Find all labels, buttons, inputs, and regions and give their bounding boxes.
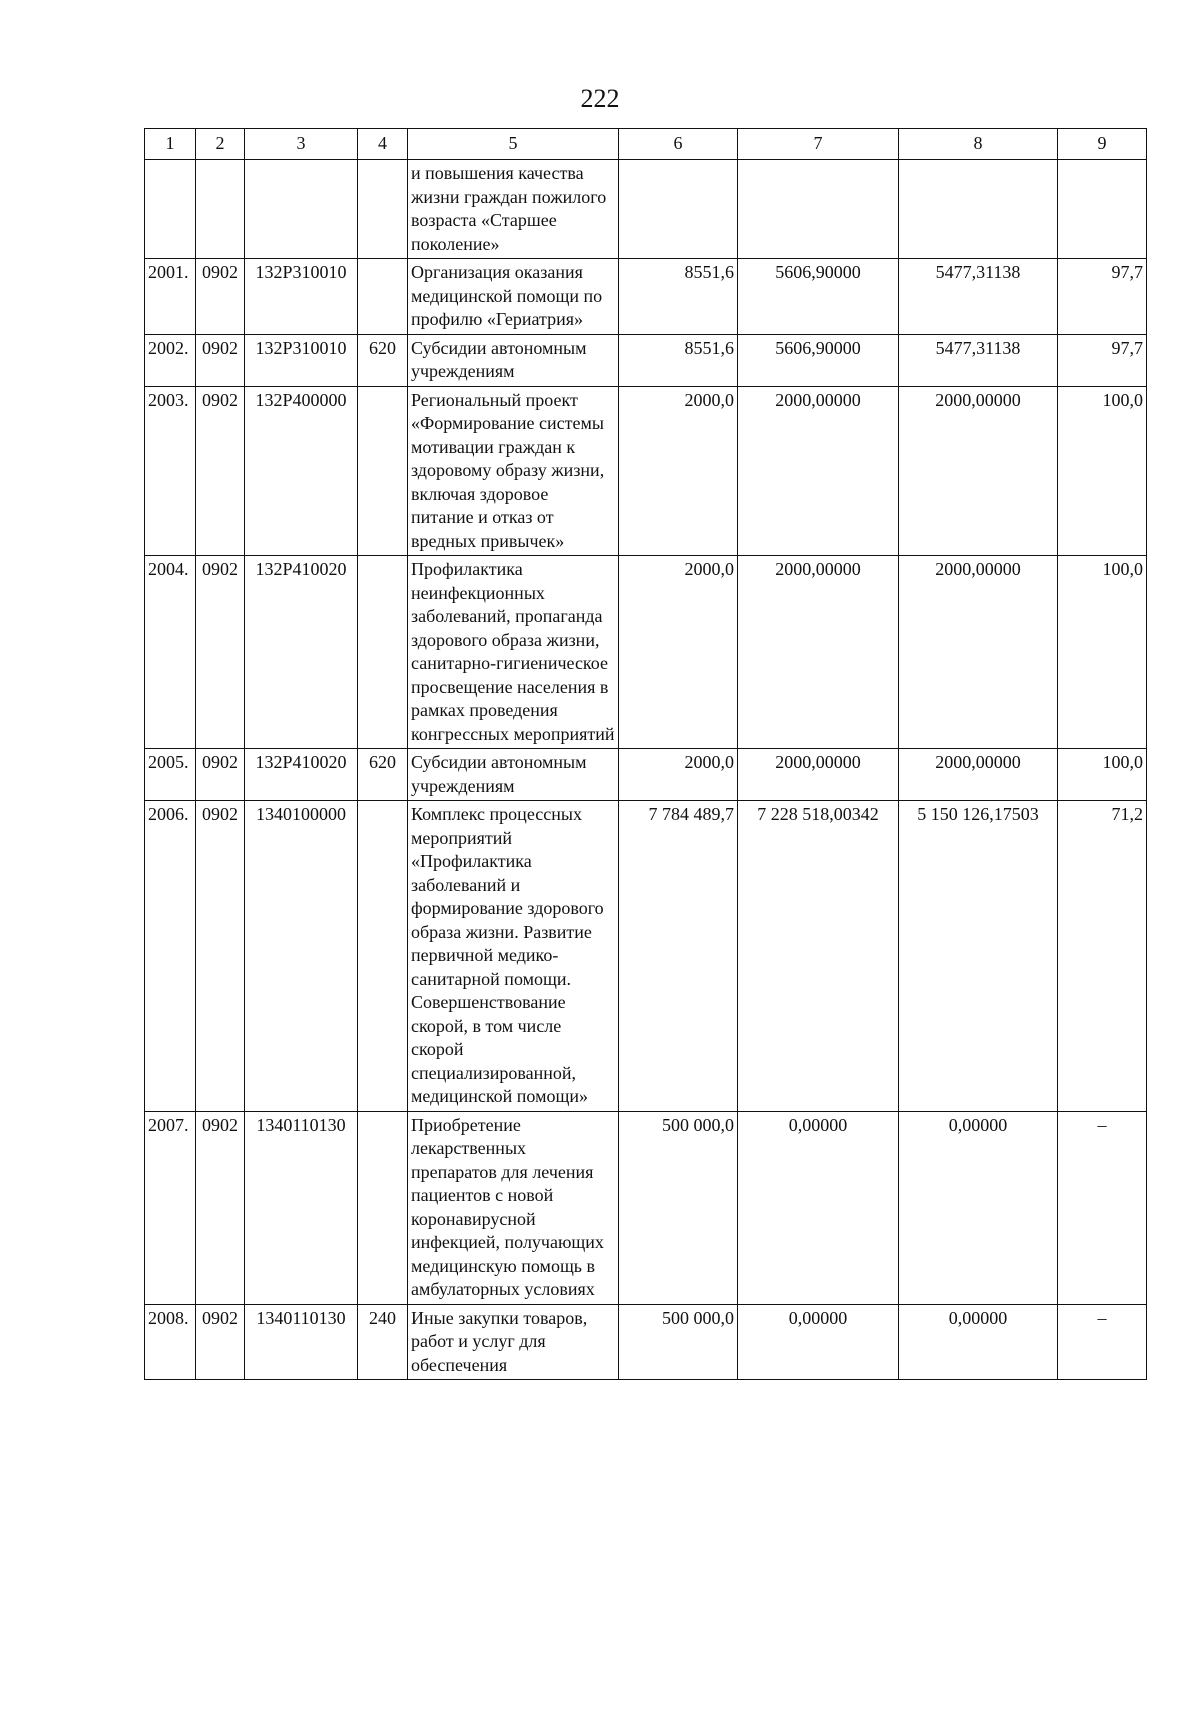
expense-type-cell bbox=[358, 556, 408, 749]
column-header: 2 bbox=[196, 129, 245, 160]
percent-cell: 97,7 bbox=[1058, 334, 1147, 386]
table-row bbox=[145, 160, 1147, 259]
description-cell: Субсидии автономным учреждениям bbox=[408, 334, 619, 386]
row-number-cell: 2004. bbox=[145, 556, 196, 749]
table-row bbox=[145, 334, 1147, 386]
planned-amount-cell: 8551,6 bbox=[619, 259, 738, 335]
column-header: 5 bbox=[408, 129, 619, 160]
row-number-cell: 2001. bbox=[145, 259, 196, 335]
description-cell: и повышения качества жизни граждан пожилого возраста «Старшее поколение» bbox=[408, 160, 619, 259]
target-code-cell: 132P400000 bbox=[245, 386, 358, 556]
column-header: 6 bbox=[619, 129, 738, 160]
section-code-cell: 0902 bbox=[196, 334, 245, 386]
planned-amount-cell bbox=[619, 160, 738, 259]
planned-amount-cell: 500 000,0 bbox=[619, 1304, 738, 1380]
section-code-cell bbox=[196, 160, 245, 259]
target-code-cell: 132P310010 bbox=[245, 259, 358, 335]
planned-amount-cell: 7 784 489,7 bbox=[619, 801, 738, 1112]
target-code-cell: 132P310010 bbox=[245, 334, 358, 386]
refined-amount-cell bbox=[738, 160, 899, 259]
percent-cell bbox=[1058, 160, 1147, 259]
target-code-cell: 1340110130 bbox=[245, 1111, 358, 1304]
row-number-cell: 2005. bbox=[145, 749, 196, 801]
section-code-cell: 0902 bbox=[196, 259, 245, 335]
planned-amount-cell: 2000,0 bbox=[619, 386, 738, 556]
description-cell: Организация оказания медицинской помощи по профилю «Гериатрия» bbox=[408, 259, 619, 335]
planned-amount-cell: 8551,6 bbox=[619, 334, 738, 386]
executed-amount-cell: 5477,31138 bbox=[899, 334, 1058, 386]
column-header: 4 bbox=[358, 129, 408, 160]
table-header-row bbox=[145, 129, 1147, 160]
description-cell: Профилактика неинфекционных заболеваний, пропаганда здорового образа жизни, санитарно-гигиеническое просвещение населения в рамках проведения конгрессных мероприятий bbox=[408, 556, 619, 749]
row-number-cell: 2007. bbox=[145, 1111, 196, 1304]
section-code-cell: 0902 bbox=[196, 1111, 245, 1304]
executed-amount-cell bbox=[899, 160, 1058, 259]
executed-amount-cell: 2000,00000 bbox=[899, 386, 1058, 556]
section-code-cell: 0902 bbox=[196, 1304, 245, 1380]
planned-amount-cell: 2000,0 bbox=[619, 556, 738, 749]
column-header: 3 bbox=[245, 129, 358, 160]
target-code-cell: 1340110130 bbox=[245, 1304, 358, 1380]
table-row bbox=[145, 259, 1147, 335]
target-code-cell bbox=[245, 160, 358, 259]
executed-amount-cell: 0,00000 bbox=[899, 1304, 1058, 1380]
expense-type-cell bbox=[358, 160, 408, 259]
description-cell: Иные закупки товаров, работ и услуг для обеспечения bbox=[408, 1304, 619, 1380]
percent-cell: 97,7 bbox=[1058, 259, 1147, 335]
planned-amount-cell: 2000,0 bbox=[619, 749, 738, 801]
executed-amount-cell: 2000,00000 bbox=[899, 749, 1058, 801]
table-row bbox=[145, 556, 1147, 749]
refined-amount-cell: 7 228 518,00342 bbox=[738, 801, 899, 1112]
budget-table bbox=[144, 128, 1147, 1380]
percent-cell: 71,2 bbox=[1058, 801, 1147, 1112]
target-code-cell: 132P410020 bbox=[245, 749, 358, 801]
refined-amount-cell: 0,00000 bbox=[738, 1111, 899, 1304]
description-cell: Комплекс процессных мероприятий «Профилактика заболеваний и формирование здорового образа жизни. Развитие первичной медико-санитарной помощи. Совершенствование скорой, в том числе скорой специализированной, медицинской помощи» bbox=[408, 801, 619, 1112]
table-row bbox=[145, 749, 1147, 801]
table-row bbox=[145, 1111, 1147, 1304]
description-cell: Региональный проект «Формирование системы мотивации граждан к здоровому образу жизни, включая здоровое питание и отказ от вредных привычек» bbox=[408, 386, 619, 556]
description-cell: Субсидии автономным учреждениям bbox=[408, 749, 619, 801]
planned-amount-cell: 500 000,0 bbox=[619, 1111, 738, 1304]
row-number-cell: 2006. bbox=[145, 801, 196, 1112]
executed-amount-cell: 5 150 126,17503 bbox=[899, 801, 1058, 1112]
column-header: 1 bbox=[145, 129, 196, 160]
table-row bbox=[145, 386, 1147, 556]
section-code-cell: 0902 bbox=[196, 801, 245, 1112]
expense-type-cell: 240 bbox=[358, 1304, 408, 1380]
percent-cell: – bbox=[1058, 1111, 1147, 1304]
percent-cell: 100,0 bbox=[1058, 386, 1147, 556]
refined-amount-cell: 5606,90000 bbox=[738, 334, 899, 386]
expense-type-cell bbox=[358, 801, 408, 1112]
target-code-cell: 1340100000 bbox=[245, 801, 358, 1112]
page-number: 222 bbox=[580, 84, 620, 113]
percent-cell: 100,0 bbox=[1058, 749, 1147, 801]
section-code-cell: 0902 bbox=[196, 556, 245, 749]
column-header: 7 bbox=[738, 129, 899, 160]
target-code-cell: 132P410020 bbox=[245, 556, 358, 749]
expense-type-cell bbox=[358, 1111, 408, 1304]
percent-cell: 100,0 bbox=[1058, 556, 1147, 749]
executed-amount-cell: 5477,31138 bbox=[899, 259, 1058, 335]
section-code-cell: 0902 bbox=[196, 749, 245, 801]
row-number-cell: 2003. bbox=[145, 386, 196, 556]
expense-type-cell: 620 bbox=[358, 749, 408, 801]
expense-type-cell bbox=[358, 386, 408, 556]
percent-cell: – bbox=[1058, 1304, 1147, 1380]
refined-amount-cell: 2000,00000 bbox=[738, 556, 899, 749]
refined-amount-cell: 2000,00000 bbox=[738, 749, 899, 801]
description-cell: Приобретение лекарственных препаратов для лечения пациентов с новой коронавирусной инфекцией, получающих медицинскую помощь в амбулаторных условиях bbox=[408, 1111, 619, 1304]
refined-amount-cell: 5606,90000 bbox=[738, 259, 899, 335]
executed-amount-cell: 2000,00000 bbox=[899, 556, 1058, 749]
row-number-cell bbox=[145, 160, 196, 259]
table-row bbox=[145, 1304, 1147, 1380]
refined-amount-cell: 0,00000 bbox=[738, 1304, 899, 1380]
expense-type-cell bbox=[358, 259, 408, 335]
column-header: 8 bbox=[899, 129, 1058, 160]
column-header: 9 bbox=[1058, 129, 1147, 160]
executed-amount-cell: 0,00000 bbox=[899, 1111, 1058, 1304]
section-code-cell: 0902 bbox=[196, 386, 245, 556]
refined-amount-cell: 2000,00000 bbox=[738, 386, 899, 556]
table-row bbox=[145, 801, 1147, 1112]
row-number-cell: 2008. bbox=[145, 1304, 196, 1380]
row-number-cell: 2002. bbox=[145, 334, 196, 386]
expense-type-cell: 620 bbox=[358, 334, 408, 386]
